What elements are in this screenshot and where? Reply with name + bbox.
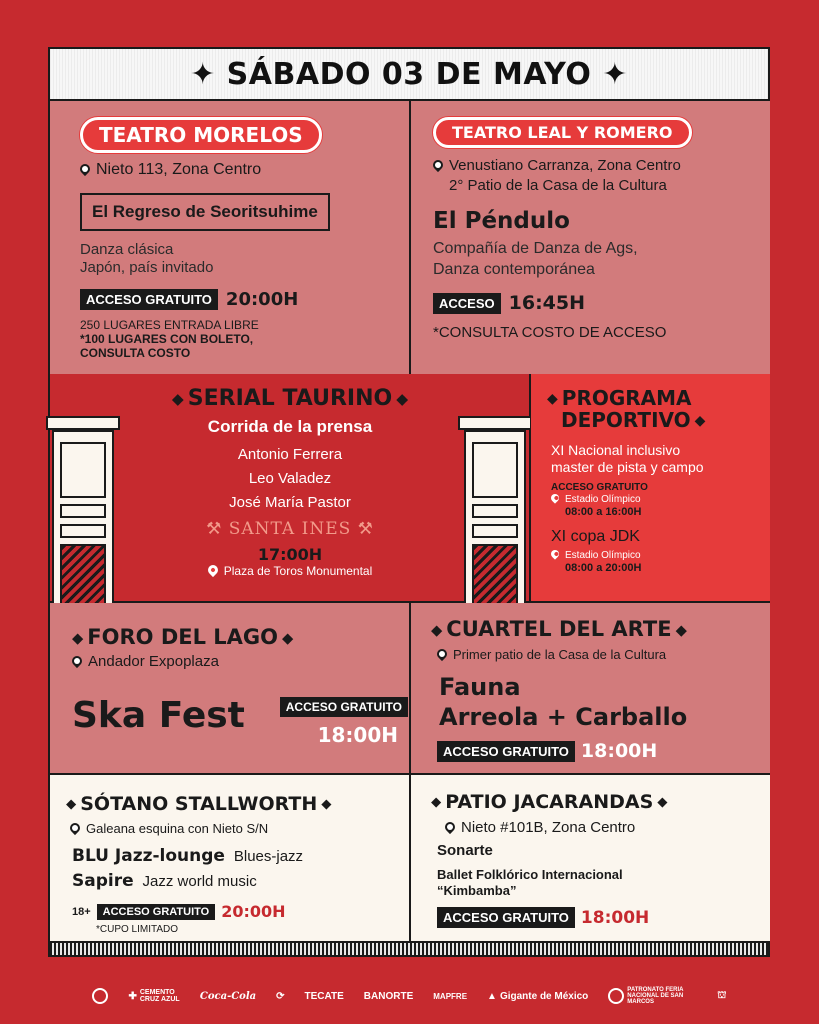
serial-taurino-content — [50, 374, 531, 603]
venue-title-text: CUARTEL DEL ARTE — [446, 617, 672, 641]
act-genre: Blues-jazz — [233, 848, 304, 865]
event-time: 20:00H — [221, 902, 286, 921]
access-badge: ACCESO GRATUITO — [97, 904, 216, 920]
location-pin-icon — [435, 647, 449, 661]
address-text: Galeana esquina con Nieto S/N — [86, 821, 269, 836]
access-badge: ACCESO GRATUITO — [280, 697, 408, 717]
event-name: Fauna — [439, 673, 521, 701]
bullfighter-name: Antonio Ferrera — [237, 446, 343, 463]
event-name: El Péndulo — [433, 208, 570, 234]
event-description: Danza contemporánea — [433, 261, 595, 278]
sponsor-logo — [128, 989, 179, 1003]
cost-note: *CONSULTA COSTO DE ACCESO — [433, 324, 667, 341]
access-label: ACCESO GRATUITO — [551, 482, 648, 493]
event-time: 08:00 a 16:00H — [565, 506, 642, 518]
sponsor-name: Coca-Cola — [199, 990, 257, 1002]
date-title — [190, 57, 628, 92]
address-line — [433, 156, 770, 176]
event-time: 08:00 a 20:00H — [565, 562, 642, 574]
seal-icon — [608, 988, 624, 1004]
act-name: BLU Jazz-lounge — [72, 846, 225, 866]
access-badge: ACCESO GRATUITO — [437, 741, 575, 762]
venue-title — [427, 791, 770, 813]
diamond-icon: ◆ — [694, 413, 706, 429]
triangle-icon: ▲ — [487, 990, 497, 1002]
brand-mark-icon: ⚒ — [357, 519, 374, 539]
address-text: 2° Patio de la Casa de la Cultura — [449, 177, 667, 194]
address-line — [551, 494, 770, 506]
sponsor-logo — [305, 991, 344, 1002]
date-text: SÁBADO 03 DE MAYO — [226, 56, 592, 92]
address-text: Plaza de Toros Monumental — [223, 564, 373, 578]
programa-deportivo-panel — [531, 374, 770, 603]
seal-logo-icon — [92, 988, 108, 1004]
venue-title: TEATRO MORELOS — [80, 117, 322, 153]
cross-icon: ✚ — [128, 990, 137, 1002]
patio-jacarandas-panel — [411, 775, 770, 943]
venue-title-text: PATIO JACARANDAS — [445, 791, 654, 813]
capacity-note: CONSULTA COSTO — [80, 346, 191, 360]
address-text: Estadio Olímpico — [565, 550, 641, 561]
location-pin-icon — [431, 158, 445, 172]
address-text: Primer patio de la Casa de la Cultura — [453, 647, 667, 662]
location-pin-icon — [549, 492, 560, 503]
sotano-panel — [50, 775, 411, 943]
event-name: Ballet Folklórico Internacional — [437, 867, 623, 882]
address-line — [80, 161, 409, 179]
capacity-note: *100 LUGARES CON BOLETO, — [80, 332, 254, 346]
diamond-icon: ◆ — [675, 621, 687, 639]
column-decoration — [46, 416, 120, 606]
diamond-icon: ◆ — [66, 797, 77, 812]
access-badge: ACCESO GRATUITO — [437, 907, 575, 928]
event-subtitle: Corrida de la prensa — [207, 417, 373, 436]
brand-mark-icon: ⚒ — [206, 519, 223, 539]
venue-title — [427, 617, 770, 641]
address-line — [68, 653, 409, 670]
brand-mark-icon: ⟳ — [276, 990, 285, 1002]
diamond-icon: ◆ — [657, 795, 668, 810]
sponsor-name: CEMENTO CRUZ AZUL — [139, 989, 180, 1003]
event-description: Danza clásica — [80, 241, 174, 258]
venue-title — [543, 388, 770, 432]
diamond-icon: ◆ — [72, 629, 84, 647]
location-pin-icon — [206, 563, 220, 577]
sponsor-name: PATRONATO FERIA NACIONAL DE SAN MARCOS — [627, 987, 684, 1005]
event-name: Arreola + Carballo — [439, 703, 688, 731]
sponsor-logo — [433, 992, 467, 1001]
sponsor-logo — [200, 991, 256, 1002]
diamond-icon: ◆ — [396, 390, 409, 408]
event-time: 17:00H — [257, 545, 323, 564]
address-text: Estadio Olímpico — [565, 494, 641, 505]
event-name: “Kimbamba” — [437, 883, 517, 898]
sponsor-name: TECATE — [304, 990, 344, 1002]
ranch-name: SANTA INES — [228, 519, 352, 539]
venue-title — [130, 386, 450, 411]
venue-title — [62, 793, 409, 815]
diamond-icon: ◆ — [321, 797, 332, 812]
access-badge: ACCESO GRATUITO — [80, 289, 218, 310]
diamond-icon: ◆ — [282, 629, 294, 647]
event-time: 20:00H — [225, 289, 299, 310]
date-header — [50, 49, 768, 101]
ranch-logo — [130, 519, 450, 539]
address-line — [427, 647, 770, 662]
venue-title — [68, 625, 409, 649]
access-badge: ACCESO — [433, 293, 501, 314]
venue-title-text: PROGRAMA — [561, 386, 692, 410]
organizer-name: Sonarte — [437, 842, 493, 859]
act-name: Sapire — [72, 871, 134, 891]
event-name: El Regreso de Seoritsuhime — [92, 202, 318, 221]
sponsor-name: MAPFRE — [433, 991, 468, 1001]
address-text: Venustiano Carranza, Zona Centro — [449, 157, 681, 174]
bullfighter-name: José María Pastor — [229, 494, 351, 511]
column-decoration — [458, 416, 532, 606]
event-board — [48, 47, 770, 957]
sponsor-bar — [0, 968, 819, 1024]
event-name: XI copa JDK — [551, 528, 640, 545]
venue-title: TEATRO LEAL Y ROMERO — [433, 117, 692, 148]
capacity-note: 250 LUGARES ENTRADA LIBRE — [80, 318, 259, 332]
address-line — [427, 819, 770, 836]
location-pin-icon — [549, 548, 560, 559]
address-text: Nieto #101B, Zona Centro — [461, 819, 636, 836]
location-pin-icon — [68, 821, 82, 835]
event-name: Ska Fest — [72, 695, 245, 736]
age-restriction: 18+ — [72, 905, 91, 918]
location-pin-icon — [70, 654, 84, 668]
sponsor-logo — [487, 991, 588, 1002]
feria-logo-icon: ⛫ — [717, 989, 727, 1001]
foro-lago-panel — [50, 603, 411, 775]
capacity-note: *CUPO LIMITADO — [96, 924, 179, 935]
event-time: 18:00H — [580, 740, 658, 762]
event-description: Japón, país invitado — [80, 259, 214, 276]
venue-title-text: SÓTANO STALLWORTH — [80, 793, 318, 815]
venue-title-text: DEPORTIVO — [561, 408, 691, 432]
venue-title-text: FORO DEL LAGO — [87, 625, 279, 649]
location-pin-icon — [443, 820, 457, 834]
event-description: Compañía de Danza de Ags, — [433, 240, 638, 257]
address-text: Nieto 113, Zona Centro — [96, 161, 262, 178]
diamond-icon: ◆ — [171, 390, 184, 408]
event-time: 16:45H — [508, 292, 586, 314]
location-pin-icon — [78, 162, 92, 176]
bullfighter-name: Leo Valadez — [248, 470, 332, 487]
act-genre: Jazz world music — [142, 873, 257, 890]
address-line — [62, 821, 409, 836]
cuartel-arte-panel — [411, 603, 770, 775]
venue-title-text: SERIAL TAURINO — [187, 386, 393, 411]
sponsor-logo — [608, 987, 697, 1005]
sparkle-icon: ✦ — [190, 56, 216, 92]
address-line — [551, 550, 770, 562]
sparkle-icon: ✦ — [602, 56, 628, 92]
sponsor-name: Gigante de México — [499, 990, 589, 1002]
sponsor-name: BANORTE — [363, 990, 414, 1002]
address-line — [130, 564, 450, 578]
event-name: XI Nacional inclusivo — [551, 442, 681, 458]
diamond-icon: ◆ — [431, 621, 443, 639]
event-name: master de pista y campo — [551, 459, 704, 475]
diamond-icon: ◆ — [547, 391, 558, 407]
diamond-icon: ◆ — [431, 795, 442, 810]
event-name-box — [80, 193, 330, 231]
bottom-strip — [50, 943, 768, 955]
event-time: 18:00H — [580, 907, 650, 928]
event-time: 18:00H — [317, 723, 398, 747]
sponsor-logo — [364, 991, 413, 1002]
address-text: Andador Expoplaza — [88, 653, 219, 670]
